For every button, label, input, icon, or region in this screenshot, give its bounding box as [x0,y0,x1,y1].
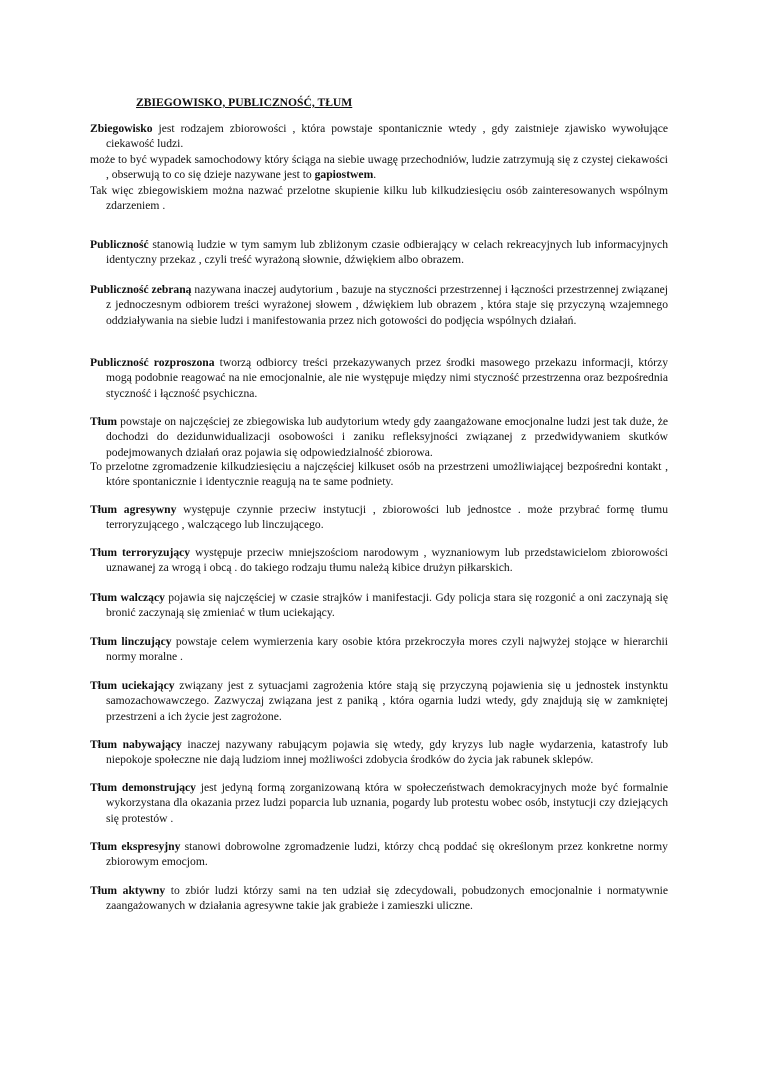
paragraph-tlum-demonstrujacy [90,780,668,826]
paragraph-zbiegowisko [90,121,668,152]
term: Tłum [90,415,118,428]
term: Publiczność [90,238,149,251]
paragraph-text: . [373,168,377,182]
paragraph-text: występuje czynnie przeciw instytucji , zbiorowości lub jednostce . może przybrać formę tłumu terroryzującego , walczącego lub linczującego. [106,503,668,532]
paragraph-tlum-walczacy [90,590,668,621]
term: Tłum terroryzujący [90,546,191,559]
term: Tłum demonstrujący [90,781,196,794]
term: Tłum linczujący [90,635,172,648]
paragraph-tlum-linczujacy [90,634,668,665]
paragraph-tlum-definition [90,459,668,490]
term: Zbiegowisko [90,122,153,135]
paragraph-text: to zbiór ludzi którzy sami na ten udział się zdecydowali, pobudzonych emocjonalnie i normatywnie zaangażowanych w działania agresywne takie jak grabieże i zamieszki uliczne. [106,884,668,913]
term: Tłum nabywający [90,738,182,751]
paragraph-zbiegowisko-summary [90,183,668,214]
paragraph-tlum-uciekajacy [90,678,668,724]
paragraph-text: jest rodzajem zbiorowości , która powstaje spontanicznie wtedy , gdy zaistnieje zjawisko wywołujące ciekawość ludzi. [106,122,668,151]
paragraph-text: może to być wypadek samochodowy który ściąga na siebie uwagę przechodniów, ludzie zatrzymują się z czystej ciekawości , obserwują to co się dzieje nazywane jest to [90,153,668,182]
paragraph-tlum-nabywajacy [90,737,668,768]
paragraph-text: jest jedyną formą zorganizowaną która w społeczeństwach demokracyjnych może być formalnie wykorzystana dla okazania przez ludzi poparcia lub uznania, pogardy lub protestu wobec osób, instytucji czy dziejących się protestów . [106,781,668,825]
paragraph-publicznosc-rozproszona [90,355,668,401]
paragraph-text: powstaje celem wymierzenia kary osobie która przekroczyła mores czyli najwyżej stojące w hierarchii normy moralne . [106,635,668,664]
term: Publiczność zebraną [90,283,192,296]
paragraph-tlum-agresywny [90,502,668,533]
term: Tłum walczący [90,591,165,604]
term: Tłum aktywny [90,884,166,897]
paragraph-tlum [90,414,668,460]
term: Tłum uciekający [90,679,175,692]
paragraph-text: inaczej nazywany rabującym pojawia się wtedy, gdy kryzys lub nagłe wydarzenia, katastrofy lub niepokoje społeczne nie dają ludziom innej możliwości zdobycia środków do życia jak rabunek sklepów. [106,738,669,767]
document-title: ZBIEGOWISKO, PUBLICZNOŚĆ, TŁUM [136,96,353,109]
paragraph-text: To przelotne zgromadzenie kilkudziesięciu a najczęściej kilkuset osób na przestrzeni umożliwiającej bezpośredni kontakt , które spontanicznie i identycznie reagują na te same podniety. [90,460,668,489]
paragraph-publicznosc [90,237,668,268]
paragraph-text: stanowią ludzie w tym samym lub zbliżonym czasie odbierający w celach rekreacyjnych lub informacyjnych identyczny przekaz , czyli treść wyrażoną słownie, dźwiękiem albo obrazem. [106,238,668,267]
term: gapiostwem [314,168,374,182]
term: Tłum ekspresyjny [90,840,181,853]
term: Tłum agresywny [90,503,177,516]
paragraph-publicznosc-zebrana [90,282,668,328]
paragraph-text: występuje przeciw mniejszościom narodowym , wyznaniowym lub przedstawicielom zbiorowości uznawanej za wrogą i obcą . do takiego rodzaju tłumu należą kibice drużyn piłkarskich. [106,546,669,575]
term: Publiczność rozproszona [90,356,215,369]
paragraph-text: stanowi dobrowolne zgromadzenie ludzi, którzy chcą poddać się określonym przez konkretne normy zbiorowym emocjom. [106,840,668,869]
paragraph-text: powstaje on najczęściej ze zbiegowiska lub audytorium wtedy gdy zaangażowane emocjonalne ludzi jest tak duże, że dochodzi do dezidunwidualizacji osobowości i zaniku refleksyjności związanej z przedwidywaniem skutków podejmowanych działań oraz pojawia się odpowiedzialność zbiorowa. [106,415,668,459]
paragraph-tlum-ekspresyjny [90,839,668,870]
paragraph-tlum-terroryzujacy [90,545,668,576]
paragraph-text: tworzą odbiorcy treści przekazywanych przez środki masowego przekazu informacji, którzy mogą podobnie reagować na nie emocjonalnie, ale nie występuje między nimi styczność przestrzenna oraz bezpośrednia styczność i łączność psychiczna. [106,356,668,400]
paragraph-text: pojawia się najczęściej w czasie strajków i manifestacji. Gdy policja stara się rozgonić a oni zaczynają się bronić zaczynają się zmieniać w tłum uciekający. [106,591,668,620]
paragraph-text: związany jest z sytuacjami zagrożenia które stają się przyczyną pojawienia się u jednostek instynktu samozachowawczego. Zazwyczaj związana jest z paniką , która ogarnia ludzi wtedy, gdy znajdują się w zamkniętej przestrzeni a ich życie jest zagrożone. [106,679,668,723]
paragraph-text: nazywana inaczej audytorium , bazuje na styczności przestrzennej i łączności przestrzennej związanej z jednoczesnym odbiorem treści wyrażonej słowem , dźwiękiem lub obrazem , która staje się przyczyną wzajemnego oddziaływania na siebie ludzi i manifestowania przez nich gotowości do podjęcia wspólnych działań. [106,283,668,327]
paragraph-tlum-aktywny [90,883,668,914]
paragraph-text: Tak więc zbiegowiskiem można nazwać przelotne skupienie kilku lub kilkudziesięciu osób zainteresowanych wspólnym zdarzeniem . [90,184,668,213]
paragraph-gapiostwo [90,152,668,183]
